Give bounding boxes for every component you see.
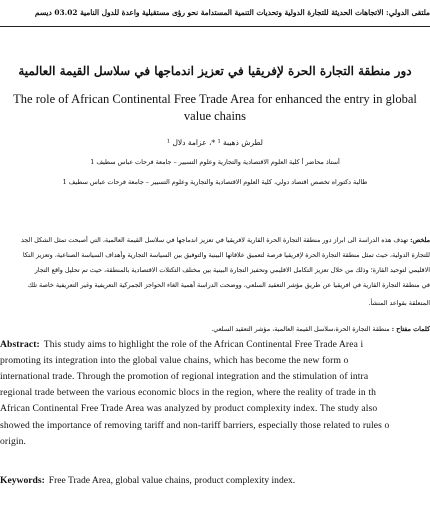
paper-title-arabic: دور منطقة التجارة الحرة لإفريقيا في تعزيز اندماجها في سلاسل القيمة العالمية <box>18 64 412 78</box>
english-abstract-text-1: This study aims to highlight the role of the African Continental Free Trade Area i <box>43 339 364 350</box>
english-abstract-line-7: origin. <box>0 436 27 447</box>
arabic-abstract-line-2: للتجارة الدولية، حيث تمثل منطقة التجارة الحرة لإفريقيا فرصة لتعميق علاقاتها البينية والتوفيق بين السياسة التجارية وأهداف السياسة الصناعية، وتعزيز التكا <box>22 251 430 259</box>
author-names: لطرش ذهيبة ¹ *، عزامة دلال ¹ <box>167 138 263 147</box>
english-abstract-label: Abstract: <box>0 339 40 350</box>
english-abstract-line-2: promoting its integration into the global value chains, which has become the new form o <box>0 355 349 366</box>
affiliation-2: طالبة دكتوراه تخصص اقتصاد دولي، كلية العلوم الاقتصادية والتجارية وعلوم التسيير – جامعة فرحات عباس سطيف 1 <box>62 178 368 186</box>
header-divider <box>0 26 430 27</box>
english-keywords-label: Keywords: <box>0 475 45 486</box>
arabic-abstract-line-4: في منطقة التجارة القارية في افريقيا عن طريق مؤشر التعقيد السلعي، ووضحت الدراسة أهمية الغاء الحواجز الجمركية التعريفية وغير التعريفية خاصة تلك <box>27 281 430 289</box>
english-keywords-text: Free Trade Area, global value chains, product complexity index. <box>48 475 296 486</box>
arabic-abstract-text-1: تهدف هذه الدراسة الى ابراز دور منطقة التجارة الحرة القارية لافريقيا في تعزيز اندماجها في سلاسل القيمة العالمية، التي أصبحت تمثل الشكل الجد <box>20 236 409 244</box>
english-abstract-line-4: regional trade between the various economic blocs in the region, where the reality of trade in th <box>0 387 376 398</box>
paper-title-english-line-1: The role of African Continental Free Trade Area for enhanced the entry in global <box>13 92 417 106</box>
arabic-keywords-text: منطقة التجارة الحرة،سلاسل القيمة العالمية، مؤشر التعقيد السلعي. <box>211 325 390 333</box>
arabic-abstract-line-5: المتعلقة بقواعد المنشأ. <box>368 299 430 307</box>
arabic-abstract-label: ملخص: <box>410 236 430 244</box>
running-header: ملتقى الدولي: الاتجاهات الحديثة للتجارة الدولية وتحديات التنمية المستدامة نحو رؤى مستقبلية واعدة للدول النامية 03.02 ديسم <box>34 8 430 17</box>
arabic-abstract-line-1 <box>21 236 430 244</box>
english-keywords <box>0 475 295 486</box>
english-abstract-line-3: international trade. Through the promotion of regional integration and the stimulation of intra <box>0 371 369 382</box>
english-abstract-line-5: African Continental Free Trade Area was analyzed by product complexity index. The study also <box>0 403 378 414</box>
paper-title-english-line-2: value chains <box>183 109 247 123</box>
arabic-abstract-line-3: الاقليمي لتوحيد القارة؛ وذلك من خلال تعزيز التكامل الاقليمي وتحفيز التجارة البينية بين مختلف التكتلات الاقتصادية بالمنطقة، حيث تم تحليل واقع التجار <box>34 266 430 274</box>
english-abstract-line-6: showed the importance of removing tariff and non-tariff barriers, especially those related to rules o <box>0 420 390 431</box>
affiliation-1: أستاذ محاضر أ كلية العلوم الاقتصادية والتجارية وعلوم التسيير – جامعة فرحات عباس سطيف 1 <box>90 158 340 166</box>
arabic-keywords <box>211 325 430 333</box>
arabic-keywords-label: كلمات مفتاح : <box>391 325 430 333</box>
english-abstract-line-1 <box>0 339 363 350</box>
